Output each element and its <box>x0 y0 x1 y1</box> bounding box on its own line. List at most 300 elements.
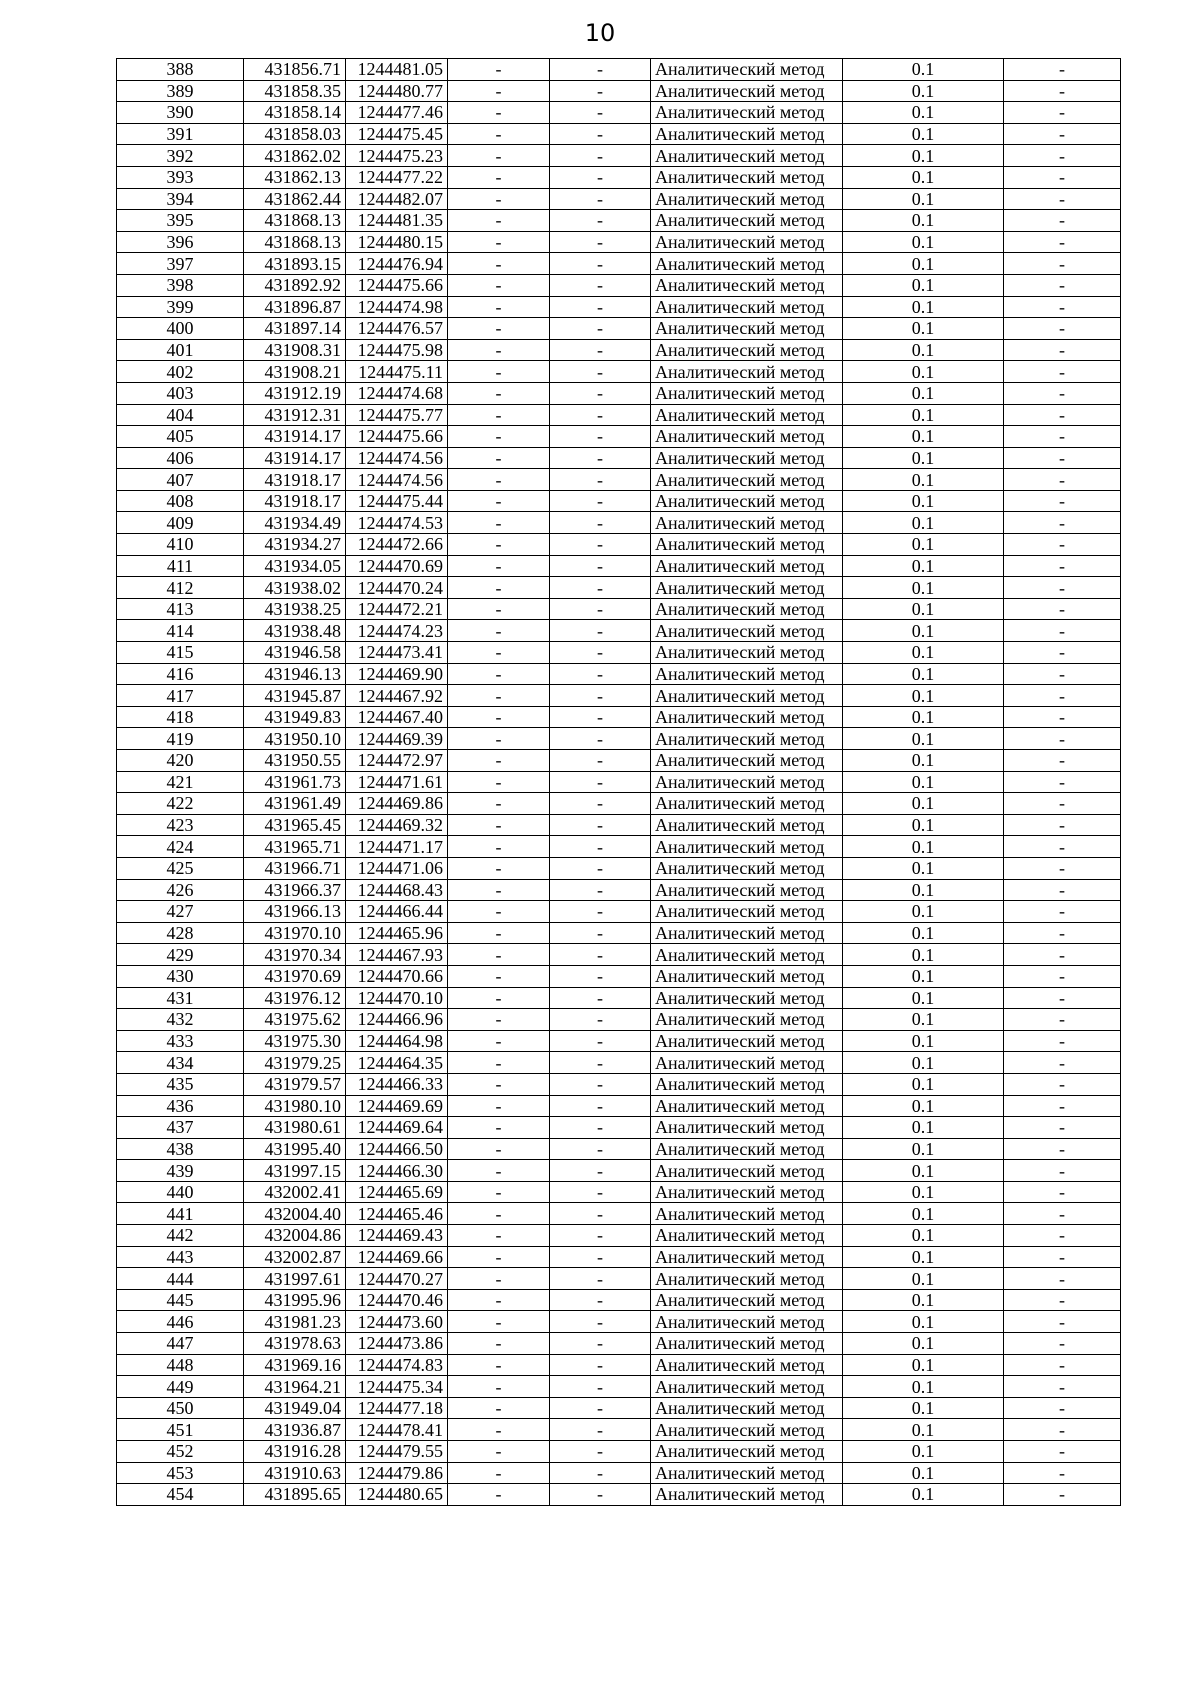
table-row <box>117 1052 1121 1074</box>
accuracy-cell: 0.1 <box>843 59 1004 81</box>
method-cell: Аналитический метод <box>651 231 843 253</box>
empty-value-cell: - <box>1004 750 1121 772</box>
x-coordinate-cell: 431908.21 <box>244 361 346 383</box>
empty-value-cell: - <box>448 123 550 145</box>
empty-value-cell: - <box>1004 728 1121 750</box>
empty-value-cell: - <box>448 1073 550 1095</box>
empty-value-cell: - <box>448 512 550 534</box>
table-row <box>117 339 1121 361</box>
coordinates-table-body <box>117 59 1121 1506</box>
empty-value-cell: - <box>1004 922 1121 944</box>
y-coordinate-cell: 1244473.41 <box>346 642 448 664</box>
table-row <box>117 1397 1121 1419</box>
point-number-cell: 449 <box>117 1376 244 1398</box>
empty-value-cell: - <box>448 447 550 469</box>
accuracy-cell: 0.1 <box>843 1009 1004 1031</box>
empty-value-cell: - <box>1004 1117 1121 1139</box>
method-cell: Аналитический метод <box>651 166 843 188</box>
method-cell: Аналитический метод <box>651 1117 843 1139</box>
empty-value-cell: - <box>550 620 651 642</box>
accuracy-cell: 0.1 <box>843 620 1004 642</box>
point-number-cell: 437 <box>117 1117 244 1139</box>
method-cell: Аналитический метод <box>651 490 843 512</box>
empty-value-cell: - <box>448 1052 550 1074</box>
table-row <box>117 123 1121 145</box>
accuracy-cell: 0.1 <box>843 512 1004 534</box>
accuracy-cell: 0.1 <box>843 1354 1004 1376</box>
empty-value-cell: - <box>550 814 651 836</box>
table-row <box>117 210 1121 232</box>
y-coordinate-cell: 1244470.66 <box>346 965 448 987</box>
accuracy-cell: 0.1 <box>843 987 1004 1009</box>
y-coordinate-cell: 1244465.96 <box>346 922 448 944</box>
empty-value-cell: - <box>550 922 651 944</box>
empty-value-cell: - <box>1004 274 1121 296</box>
point-number-cell: 434 <box>117 1052 244 1074</box>
point-number-cell: 416 <box>117 663 244 685</box>
method-cell: Аналитический метод <box>651 1397 843 1419</box>
y-coordinate-cell: 1244467.93 <box>346 944 448 966</box>
empty-value-cell: - <box>448 685 550 707</box>
accuracy-cell: 0.1 <box>843 1225 1004 1247</box>
empty-value-cell: - <box>550 253 651 275</box>
accuracy-cell: 0.1 <box>843 80 1004 102</box>
empty-value-cell: - <box>550 577 651 599</box>
x-coordinate-cell: 431862.02 <box>244 145 346 167</box>
accuracy-cell: 0.1 <box>843 728 1004 750</box>
method-cell: Аналитический метод <box>651 620 843 642</box>
empty-value-cell: - <box>550 318 651 340</box>
point-number-cell: 445 <box>117 1289 244 1311</box>
x-coordinate-cell: 431938.25 <box>244 598 346 620</box>
empty-value-cell: - <box>550 102 651 124</box>
method-cell: Аналитический метод <box>651 1462 843 1484</box>
point-number-cell: 413 <box>117 598 244 620</box>
point-number-cell: 418 <box>117 706 244 728</box>
table-row <box>117 642 1121 664</box>
y-coordinate-cell: 1244481.05 <box>346 59 448 81</box>
accuracy-cell: 0.1 <box>843 1160 1004 1182</box>
empty-value-cell: - <box>448 836 550 858</box>
x-coordinate-cell: 431961.73 <box>244 771 346 793</box>
table-row <box>117 1009 1121 1031</box>
table-row <box>117 706 1121 728</box>
method-cell: Аналитический метод <box>651 59 843 81</box>
accuracy-cell: 0.1 <box>843 188 1004 210</box>
point-number-cell: 431 <box>117 987 244 1009</box>
empty-value-cell: - <box>1004 987 1121 1009</box>
method-cell: Аналитический метод <box>651 80 843 102</box>
x-coordinate-cell: 431914.17 <box>244 447 346 469</box>
accuracy-cell: 0.1 <box>843 965 1004 987</box>
method-cell: Аналитический метод <box>651 987 843 1009</box>
empty-value-cell: - <box>550 1052 651 1074</box>
accuracy-cell: 0.1 <box>843 534 1004 556</box>
x-coordinate-cell: 431970.69 <box>244 965 346 987</box>
empty-value-cell: - <box>550 901 651 923</box>
y-coordinate-cell: 1244469.64 <box>346 1117 448 1139</box>
table-row <box>117 1289 1121 1311</box>
empty-value-cell: - <box>1004 1376 1121 1398</box>
empty-value-cell: - <box>1004 210 1121 232</box>
empty-value-cell: - <box>550 210 651 232</box>
empty-value-cell: - <box>550 857 651 879</box>
empty-value-cell: - <box>448 490 550 512</box>
empty-value-cell: - <box>1004 577 1121 599</box>
empty-value-cell: - <box>448 231 550 253</box>
empty-value-cell: - <box>550 469 651 491</box>
method-cell: Аналитический метод <box>651 1052 843 1074</box>
empty-value-cell: - <box>1004 836 1121 858</box>
y-coordinate-cell: 1244476.57 <box>346 318 448 340</box>
method-cell: Аналитический метод <box>651 577 843 599</box>
point-number-cell: 402 <box>117 361 244 383</box>
table-row <box>117 555 1121 577</box>
table-row <box>117 361 1121 383</box>
accuracy-cell: 0.1 <box>843 555 1004 577</box>
empty-value-cell: - <box>550 382 651 404</box>
accuracy-cell: 0.1 <box>843 1289 1004 1311</box>
table-row <box>117 1181 1121 1203</box>
x-coordinate-cell: 431858.35 <box>244 80 346 102</box>
method-cell: Аналитический метод <box>651 404 843 426</box>
table-row <box>117 1441 1121 1463</box>
empty-value-cell: - <box>550 1333 651 1355</box>
x-coordinate-cell: 431934.05 <box>244 555 346 577</box>
accuracy-cell: 0.1 <box>843 490 1004 512</box>
accuracy-cell: 0.1 <box>843 102 1004 124</box>
x-coordinate-cell: 431966.13 <box>244 901 346 923</box>
empty-value-cell: - <box>1004 145 1121 167</box>
method-cell: Аналитический метод <box>651 728 843 750</box>
table-row <box>117 1203 1121 1225</box>
method-cell: Аналитический метод <box>651 426 843 448</box>
y-coordinate-cell: 1244469.32 <box>346 814 448 836</box>
accuracy-cell: 0.1 <box>843 1333 1004 1355</box>
x-coordinate-cell: 431912.19 <box>244 382 346 404</box>
page-number: 10 <box>584 19 616 47</box>
x-coordinate-cell: 431910.63 <box>244 1462 346 1484</box>
accuracy-cell: 0.1 <box>843 1203 1004 1225</box>
point-number-cell: 430 <box>117 965 244 987</box>
x-coordinate-cell: 431893.15 <box>244 253 346 275</box>
empty-value-cell: - <box>448 944 550 966</box>
empty-value-cell: - <box>1004 1397 1121 1419</box>
x-coordinate-cell: 431858.03 <box>244 123 346 145</box>
empty-value-cell: - <box>550 490 651 512</box>
table-row <box>117 318 1121 340</box>
x-coordinate-cell: 431897.14 <box>244 318 346 340</box>
x-coordinate-cell: 432002.41 <box>244 1181 346 1203</box>
table-row <box>117 620 1121 642</box>
table-row <box>117 922 1121 944</box>
table-row <box>117 728 1121 750</box>
empty-value-cell: - <box>448 469 550 491</box>
method-cell: Аналитический метод <box>651 555 843 577</box>
accuracy-cell: 0.1 <box>843 771 1004 793</box>
empty-value-cell: - <box>550 1225 651 1247</box>
empty-value-cell: - <box>550 1203 651 1225</box>
empty-value-cell: - <box>550 555 651 577</box>
table-row <box>117 469 1121 491</box>
y-coordinate-cell: 1244475.66 <box>346 274 448 296</box>
x-coordinate-cell: 431979.57 <box>244 1073 346 1095</box>
point-number-cell: 412 <box>117 577 244 599</box>
accuracy-cell: 0.1 <box>843 469 1004 491</box>
point-number-cell: 392 <box>117 145 244 167</box>
method-cell: Аналитический метод <box>651 1138 843 1160</box>
empty-value-cell: - <box>448 382 550 404</box>
accuracy-cell: 0.1 <box>843 598 1004 620</box>
accuracy-cell: 0.1 <box>843 577 1004 599</box>
accuracy-cell: 0.1 <box>843 814 1004 836</box>
empty-value-cell: - <box>550 1009 651 1031</box>
y-coordinate-cell: 1244472.66 <box>346 534 448 556</box>
point-number-cell: 444 <box>117 1268 244 1290</box>
point-number-cell: 397 <box>117 253 244 275</box>
accuracy-cell: 0.1 <box>843 166 1004 188</box>
empty-value-cell: - <box>1004 188 1121 210</box>
method-cell: Аналитический метод <box>651 1484 843 1506</box>
empty-value-cell: - <box>1004 944 1121 966</box>
y-coordinate-cell: 1244473.86 <box>346 1333 448 1355</box>
empty-value-cell: - <box>448 1376 550 1398</box>
x-coordinate-cell: 431912.31 <box>244 404 346 426</box>
empty-value-cell: - <box>1004 857 1121 879</box>
method-cell: Аналитический метод <box>651 123 843 145</box>
empty-value-cell: - <box>550 771 651 793</box>
table-row <box>117 944 1121 966</box>
empty-value-cell: - <box>448 1289 550 1311</box>
point-number-cell: 454 <box>117 1484 244 1506</box>
empty-value-cell: - <box>448 426 550 448</box>
empty-value-cell: - <box>550 1160 651 1182</box>
accuracy-cell: 0.1 <box>843 1138 1004 1160</box>
method-cell: Аналитический метод <box>651 512 843 534</box>
accuracy-cell: 0.1 <box>843 1095 1004 1117</box>
y-coordinate-cell: 1244475.44 <box>346 490 448 512</box>
empty-value-cell: - <box>448 253 550 275</box>
empty-value-cell: - <box>1004 620 1121 642</box>
y-coordinate-cell: 1244479.55 <box>346 1441 448 1463</box>
method-cell: Аналитический метод <box>651 1203 843 1225</box>
empty-value-cell: - <box>448 1181 550 1203</box>
empty-value-cell: - <box>448 210 550 232</box>
accuracy-cell: 0.1 <box>843 253 1004 275</box>
point-number-cell: 403 <box>117 382 244 404</box>
empty-value-cell: - <box>1004 512 1121 534</box>
empty-value-cell: - <box>550 1441 651 1463</box>
empty-value-cell: - <box>1004 404 1121 426</box>
y-coordinate-cell: 1244466.50 <box>346 1138 448 1160</box>
y-coordinate-cell: 1244480.77 <box>346 80 448 102</box>
y-coordinate-cell: 1244470.27 <box>346 1268 448 1290</box>
y-coordinate-cell: 1244478.41 <box>346 1419 448 1441</box>
x-coordinate-cell: 431975.30 <box>244 1030 346 1052</box>
empty-value-cell: - <box>448 1441 550 1463</box>
empty-value-cell: - <box>448 620 550 642</box>
empty-value-cell: - <box>1004 318 1121 340</box>
empty-value-cell: - <box>448 965 550 987</box>
accuracy-cell: 0.1 <box>843 1462 1004 1484</box>
table-row <box>117 231 1121 253</box>
empty-value-cell: - <box>1004 1246 1121 1268</box>
empty-value-cell: - <box>550 296 651 318</box>
method-cell: Аналитический метод <box>651 1030 843 1052</box>
empty-value-cell: - <box>448 1246 550 1268</box>
method-cell: Аналитический метод <box>651 145 843 167</box>
point-number-cell: 453 <box>117 1462 244 1484</box>
empty-value-cell: - <box>550 685 651 707</box>
y-coordinate-cell: 1244475.34 <box>346 1376 448 1398</box>
empty-value-cell: - <box>550 1030 651 1052</box>
empty-value-cell: - <box>448 296 550 318</box>
point-number-cell: 441 <box>117 1203 244 1225</box>
y-coordinate-cell: 1244480.15 <box>346 231 448 253</box>
x-coordinate-cell: 431862.44 <box>244 188 346 210</box>
y-coordinate-cell: 1244467.40 <box>346 706 448 728</box>
accuracy-cell: 0.1 <box>843 231 1004 253</box>
point-number-cell: 399 <box>117 296 244 318</box>
y-coordinate-cell: 1244464.98 <box>346 1030 448 1052</box>
table-row <box>117 80 1121 102</box>
method-cell: Аналитический метод <box>651 447 843 469</box>
y-coordinate-cell: 1244468.43 <box>346 879 448 901</box>
empty-value-cell: - <box>448 339 550 361</box>
empty-value-cell: - <box>550 1117 651 1139</box>
empty-value-cell: - <box>448 706 550 728</box>
empty-value-cell: - <box>550 1354 651 1376</box>
point-number-cell: 410 <box>117 534 244 556</box>
empty-value-cell: - <box>448 1311 550 1333</box>
y-coordinate-cell: 1244470.10 <box>346 987 448 1009</box>
empty-value-cell: - <box>550 274 651 296</box>
x-coordinate-cell: 431970.10 <box>244 922 346 944</box>
x-coordinate-cell: 431964.21 <box>244 1376 346 1398</box>
accuracy-cell: 0.1 <box>843 793 1004 815</box>
x-coordinate-cell: 431997.61 <box>244 1268 346 1290</box>
method-cell: Аналитический метод <box>651 339 843 361</box>
point-number-cell: 395 <box>117 210 244 232</box>
method-cell: Аналитический метод <box>651 1354 843 1376</box>
method-cell: Аналитический метод <box>651 944 843 966</box>
y-coordinate-cell: 1244479.86 <box>346 1462 448 1484</box>
empty-value-cell: - <box>550 447 651 469</box>
point-number-cell: 388 <box>117 59 244 81</box>
empty-value-cell: - <box>448 1268 550 1290</box>
empty-value-cell: - <box>448 318 550 340</box>
empty-value-cell: - <box>448 577 550 599</box>
x-coordinate-cell: 431950.55 <box>244 750 346 772</box>
x-coordinate-cell: 431862.13 <box>244 166 346 188</box>
accuracy-cell: 0.1 <box>843 1246 1004 1268</box>
empty-value-cell: - <box>1004 1181 1121 1203</box>
x-coordinate-cell: 431975.62 <box>244 1009 346 1031</box>
table-row <box>117 1160 1121 1182</box>
table-row <box>117 166 1121 188</box>
empty-value-cell: - <box>448 361 550 383</box>
point-number-cell: 427 <box>117 901 244 923</box>
method-cell: Аналитический метод <box>651 1333 843 1355</box>
accuracy-cell: 0.1 <box>843 123 1004 145</box>
accuracy-cell: 0.1 <box>843 339 1004 361</box>
point-number-cell: 447 <box>117 1333 244 1355</box>
y-coordinate-cell: 1244471.06 <box>346 857 448 879</box>
empty-value-cell: - <box>1004 1203 1121 1225</box>
empty-value-cell: - <box>1004 642 1121 664</box>
x-coordinate-cell: 431966.71 <box>244 857 346 879</box>
empty-value-cell: - <box>1004 685 1121 707</box>
empty-value-cell: - <box>1004 1030 1121 1052</box>
empty-value-cell: - <box>1004 1009 1121 1031</box>
accuracy-cell: 0.1 <box>843 1073 1004 1095</box>
point-number-cell: 420 <box>117 750 244 772</box>
x-coordinate-cell: 431949.83 <box>244 706 346 728</box>
table-row <box>117 1095 1121 1117</box>
x-coordinate-cell: 431995.96 <box>244 1289 346 1311</box>
empty-value-cell: - <box>550 512 651 534</box>
empty-value-cell: - <box>448 793 550 815</box>
empty-value-cell: - <box>448 80 550 102</box>
y-coordinate-cell: 1244475.98 <box>346 339 448 361</box>
empty-value-cell: - <box>1004 123 1121 145</box>
x-coordinate-cell: 431868.13 <box>244 210 346 232</box>
point-number-cell: 389 <box>117 80 244 102</box>
empty-value-cell: - <box>448 1419 550 1441</box>
method-cell: Аналитический метод <box>651 879 843 901</box>
y-coordinate-cell: 1244474.98 <box>346 296 448 318</box>
x-coordinate-cell: 431980.61 <box>244 1117 346 1139</box>
method-cell: Аналитический метод <box>651 857 843 879</box>
x-coordinate-cell: 431896.87 <box>244 296 346 318</box>
x-coordinate-cell: 431965.45 <box>244 814 346 836</box>
x-coordinate-cell: 431916.28 <box>244 1441 346 1463</box>
empty-value-cell: - <box>550 750 651 772</box>
table-row <box>117 987 1121 1009</box>
empty-value-cell: - <box>448 1203 550 1225</box>
table-row <box>117 274 1121 296</box>
method-cell: Аналитический метод <box>651 642 843 664</box>
y-coordinate-cell: 1244471.61 <box>346 771 448 793</box>
empty-value-cell: - <box>550 1268 651 1290</box>
method-cell: Аналитический метод <box>651 1073 843 1095</box>
point-number-cell: 421 <box>117 771 244 793</box>
y-coordinate-cell: 1244466.30 <box>346 1160 448 1182</box>
x-coordinate-cell: 431946.13 <box>244 663 346 685</box>
empty-value-cell: - <box>1004 447 1121 469</box>
x-coordinate-cell: 431908.31 <box>244 339 346 361</box>
method-cell: Аналитический метод <box>651 210 843 232</box>
empty-value-cell: - <box>1004 901 1121 923</box>
y-coordinate-cell: 1244475.23 <box>346 145 448 167</box>
accuracy-cell: 0.1 <box>843 361 1004 383</box>
accuracy-cell: 0.1 <box>843 210 1004 232</box>
point-number-cell: 401 <box>117 339 244 361</box>
y-coordinate-cell: 1244465.69 <box>346 1181 448 1203</box>
point-number-cell: 419 <box>117 728 244 750</box>
y-coordinate-cell: 1244475.66 <box>346 426 448 448</box>
table-row <box>117 1311 1121 1333</box>
empty-value-cell: - <box>550 706 651 728</box>
table-row <box>117 771 1121 793</box>
point-number-cell: 405 <box>117 426 244 448</box>
empty-value-cell: - <box>550 965 651 987</box>
x-coordinate-cell: 431868.13 <box>244 231 346 253</box>
empty-value-cell: - <box>550 1138 651 1160</box>
point-number-cell: 452 <box>117 1441 244 1463</box>
table-row <box>117 577 1121 599</box>
y-coordinate-cell: 1244465.46 <box>346 1203 448 1225</box>
